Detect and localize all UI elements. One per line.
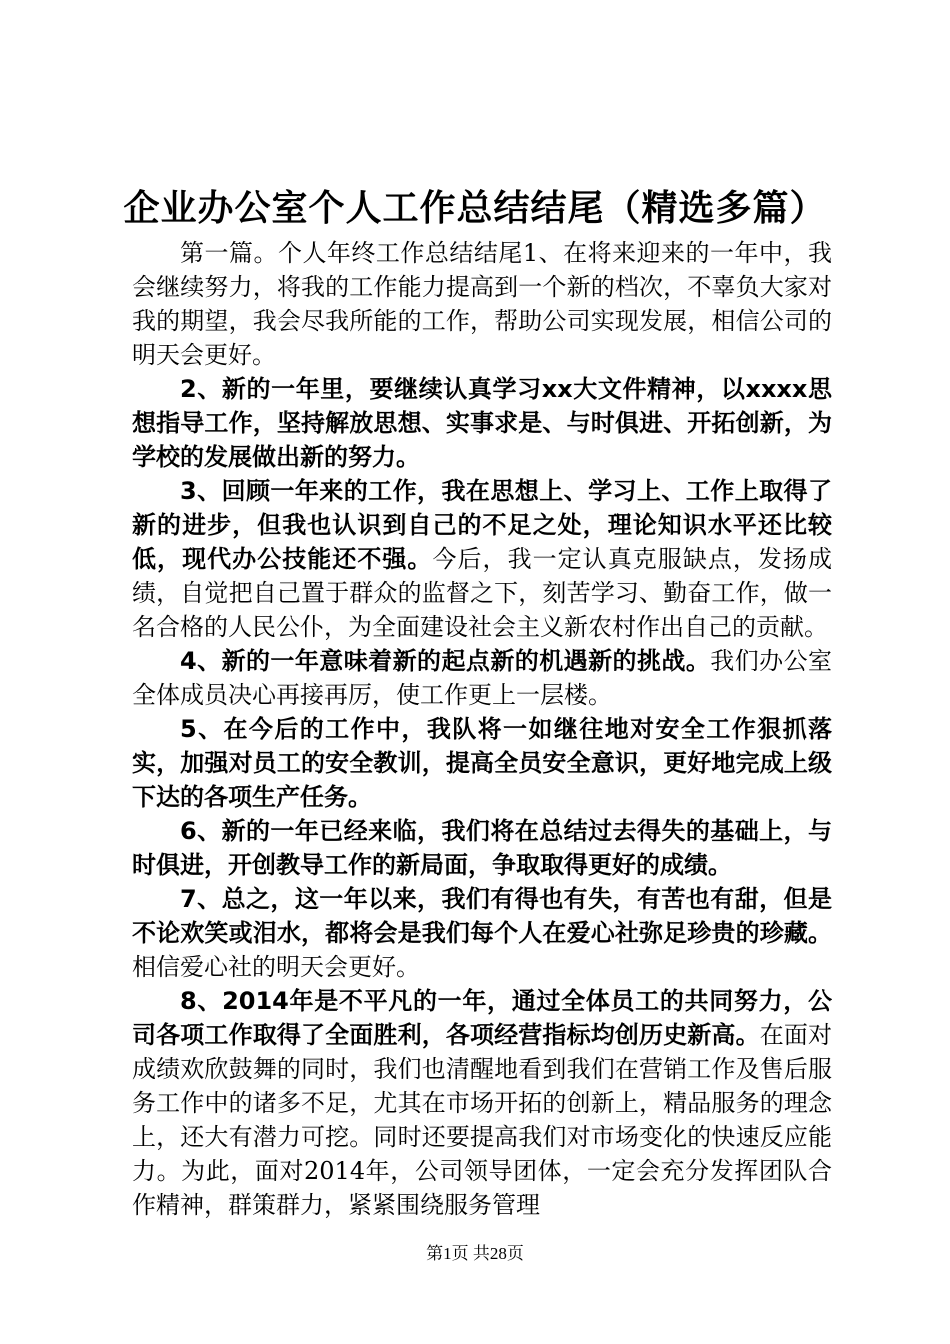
paragraph-text: 7、总之，这一年以来，我们有得也有失，有苦也有甜，但是不论欢笑或泪水，都将会是我们每个人在爱心社弥足珍贵的珍藏。 bbox=[132, 885, 832, 947]
paragraph-text: 4、新的一年意味着新的起点新的机遇新的挑战。 bbox=[180, 647, 711, 675]
document-title: 企业办公室个人工作总结结尾（精选多篇） bbox=[123, 187, 827, 229]
paragraph-text: 5、在今后的工作中，我队将一如继往地对安全工作狠抓落实，加强对员工的安全教训，提高全员安全意识，更好地完成上级下达的各项生产任务。 bbox=[132, 715, 832, 811]
paragraph-text: 在面对成绩欢欣鼓舞的同时，我们也清醒地看到我们在营销工作及售后服务工作中的诸多不足，尤其在市场开拓的创新上，精品服务的理念上，还大有潜力可挖。同时还要提高我们对市场变化的快速反应能力。为此，面对2014年，公司领导团体，一定会充分发挥团队合作精神，群策群力，紧紧围绕服务管理 bbox=[132, 1021, 833, 1219]
paragraph-2 bbox=[132, 373, 832, 475]
paragraph-text: 2、新的一年里，要继续认真学习xx大文件精神，以xxxx思想指导工作，坚持解放思想、实事求是、与时俱进、开拓创新，为学校的发展做出新的努力。 bbox=[132, 375, 832, 471]
paragraph-text: 相信爱心社的明天会更好。 bbox=[132, 953, 420, 981]
paragraph-5 bbox=[132, 713, 832, 815]
paragraph-8 bbox=[132, 985, 832, 1223]
paragraph-1 bbox=[132, 237, 832, 373]
paragraph-text: 3、回顾一年来的工作，我在思想上、学习上、工作上取得了新的进步，但我也认识到自己的不足之处，理论知识水平还比较低，现代办公技能还不强。 bbox=[132, 477, 832, 573]
paragraph-4 bbox=[132, 645, 832, 713]
paragraph-7 bbox=[132, 883, 832, 985]
paragraph-text: 今后，我一定认真克服缺点，发扬成绩，自觉把自己置于群众的监督之下，刻苦学习、勤奋工作，做一名合格的人民公仆，为全面建设社会主义新农村作出自己的贡献。 bbox=[132, 545, 833, 641]
paragraph-6 bbox=[132, 815, 832, 883]
paragraph-text: 8、2014年是不平凡的一年，通过全体员工的共同努力，公司各项工作取得了全面胜利，各项经营指标均创历史新高。 bbox=[132, 987, 832, 1049]
paragraph-3 bbox=[132, 475, 832, 645]
document-body bbox=[132, 237, 832, 1223]
page-number: 第1页 共28页 bbox=[426, 1244, 524, 1263]
paragraph-text: 我们办公室全体成员决心再接再厉，使工作更上一层楼。 bbox=[132, 647, 833, 709]
paragraph-text: 6、新的一年已经来临，我们将在总结过去得失的基础上，与时俱进，开创教导工作的新局面，争取取得更好的成绩。 bbox=[132, 817, 832, 879]
paragraph-text: 第一篇。个人年终工作总结结尾1、在将来迎来的一年中，我会继续努力，将我的工作能力提高到一个新的档次，不辜负大家对我的期望，我会尽我所能的工作，帮助公司实现发展，相信公司的明天会更好。 bbox=[132, 239, 832, 369]
